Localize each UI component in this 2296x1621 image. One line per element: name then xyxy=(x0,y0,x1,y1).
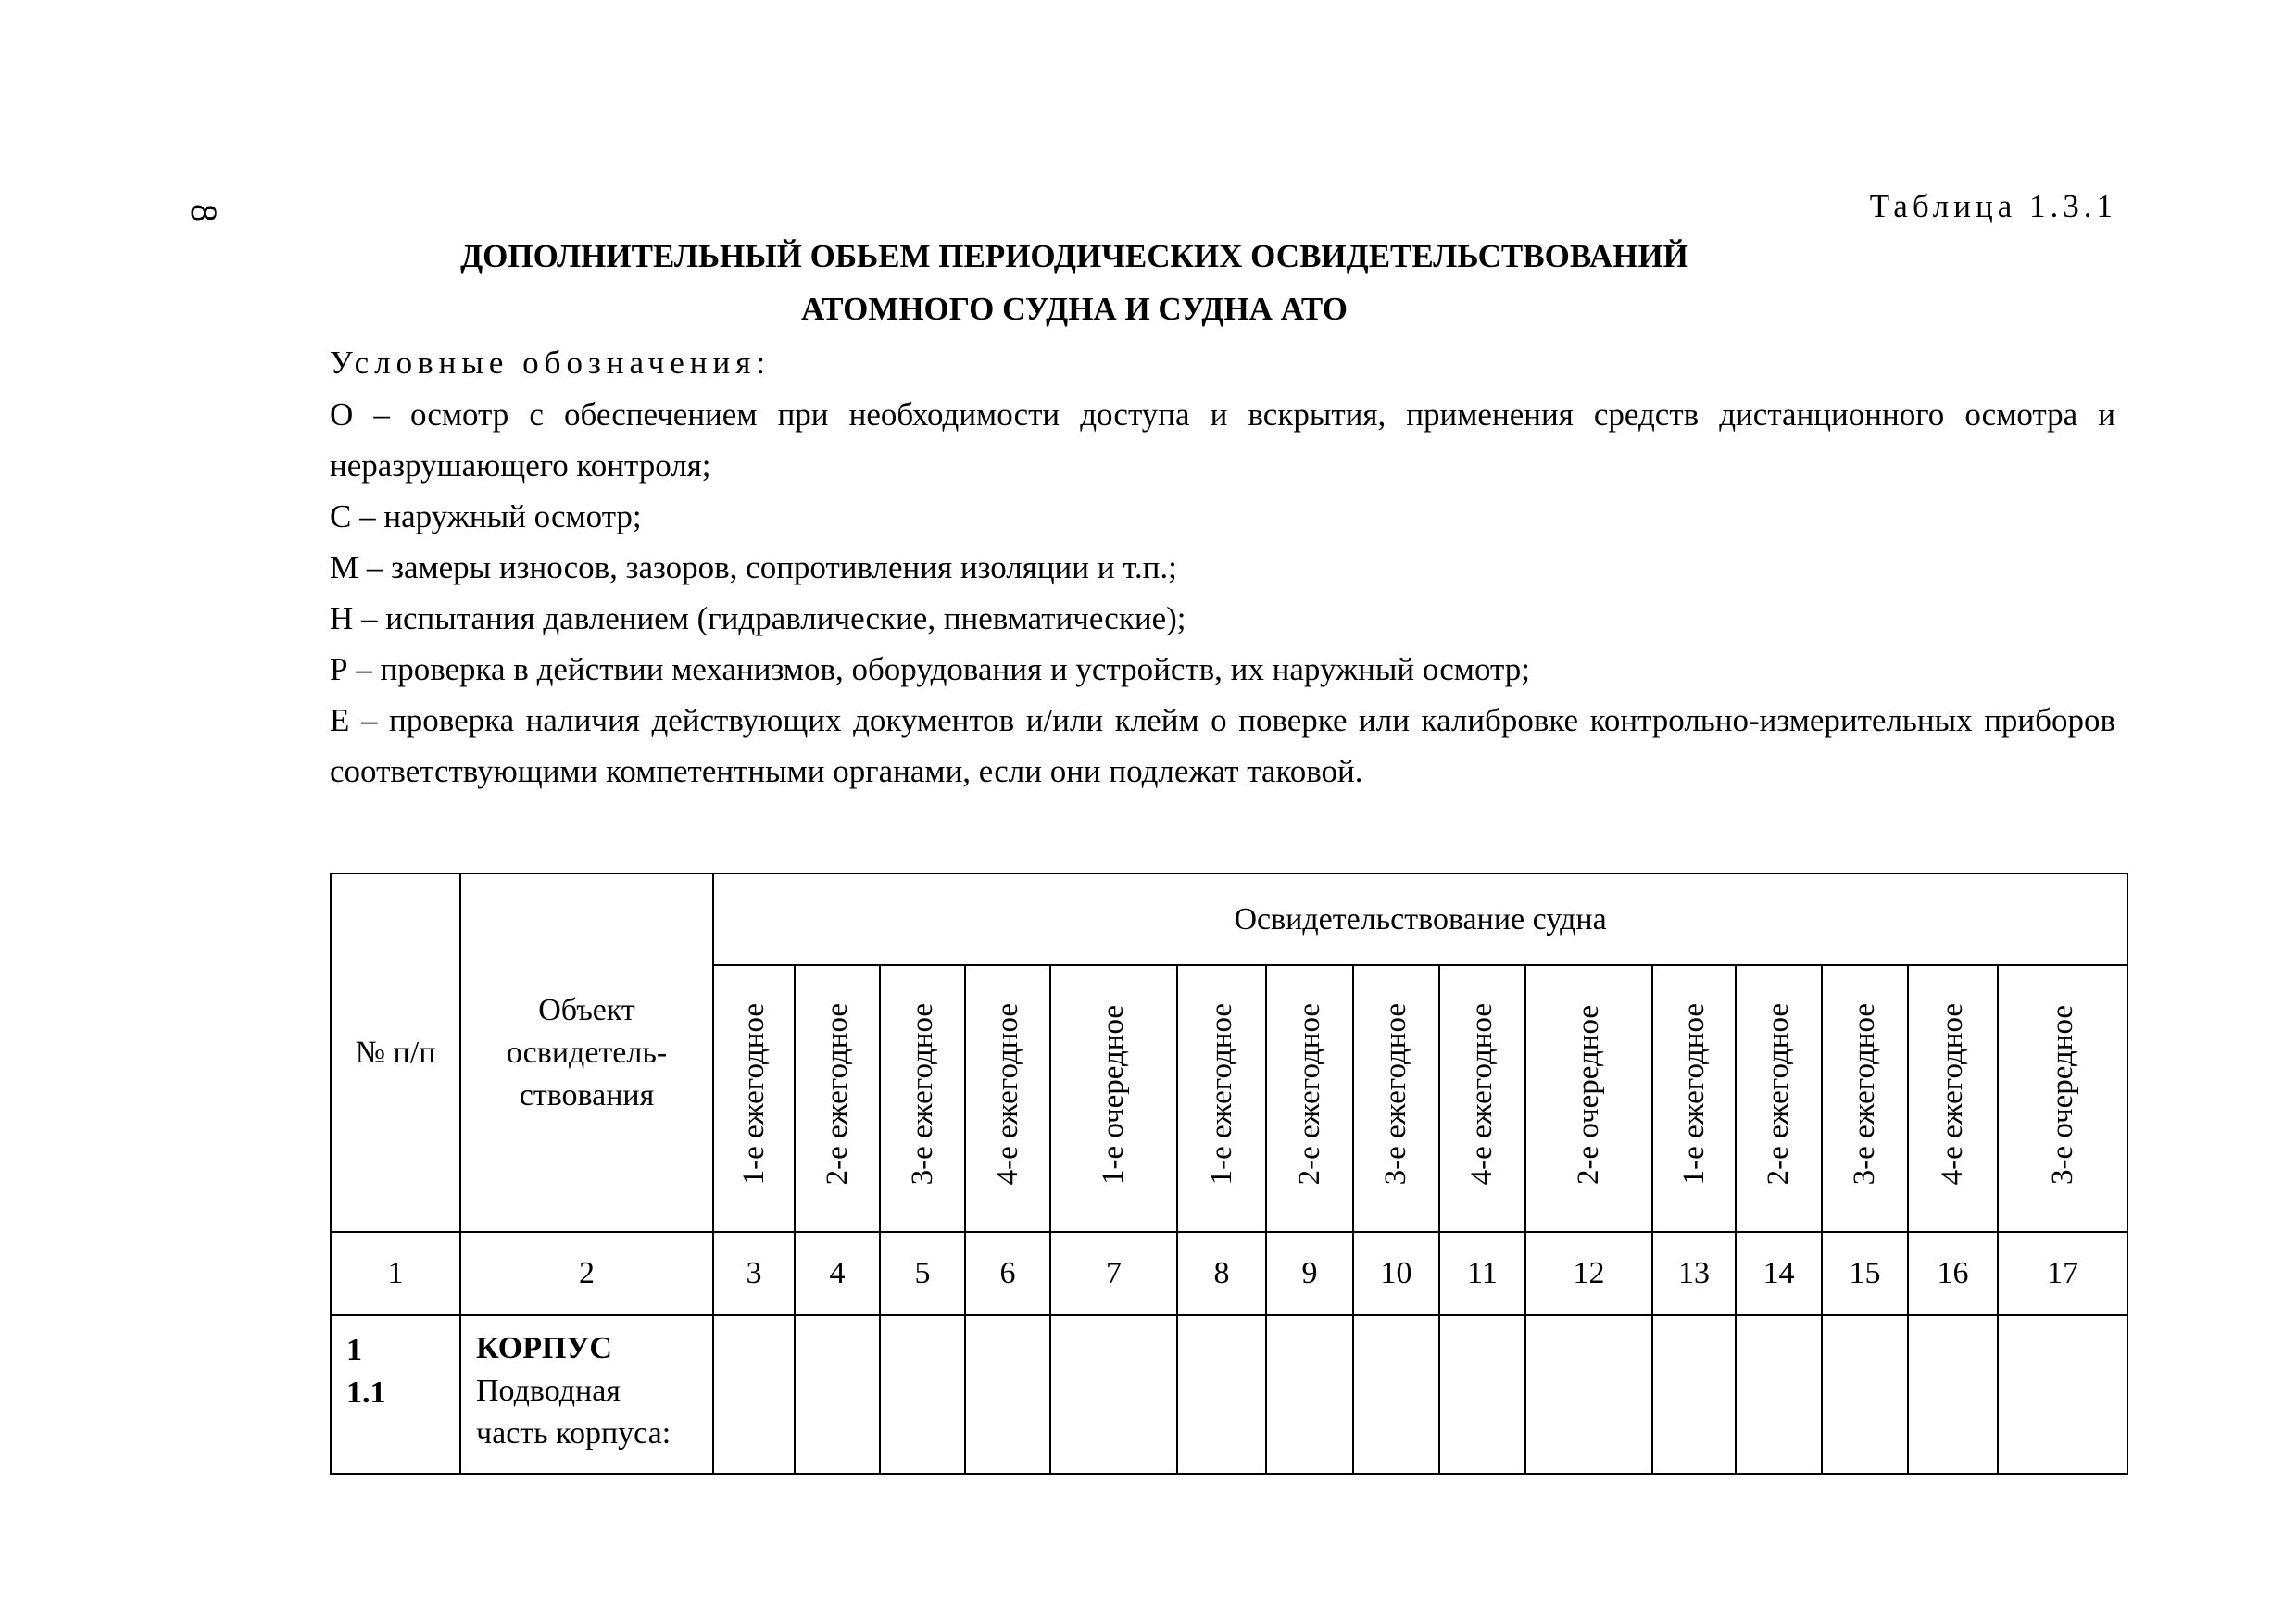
legend-item-h: Н – испытания давлением (гидравлические, пневматические); xyxy=(330,600,1186,636)
column-number: 11 xyxy=(1439,1232,1525,1315)
table-row xyxy=(331,1315,2127,1474)
table-cell xyxy=(1266,1315,1353,1474)
column-number: 10 xyxy=(1353,1232,1439,1315)
object-line: часть корпуса: xyxy=(476,1416,671,1451)
header-survey-col: 1-е ежегодное xyxy=(1177,965,1266,1232)
column-number: 9 xyxy=(1266,1232,1353,1315)
column-number: 13 xyxy=(1652,1232,1736,1315)
table-cell xyxy=(1050,1315,1177,1474)
table-cell xyxy=(1822,1315,1908,1474)
table-cell xyxy=(1353,1315,1439,1474)
column-number: 16 xyxy=(1908,1232,1998,1315)
header-object-line: освидетель- xyxy=(506,1035,668,1070)
table-cell xyxy=(713,1315,795,1474)
table-cell xyxy=(1998,1315,2127,1474)
header-survey-col: 2-е ежегодное xyxy=(1736,965,1822,1232)
legend-item-m: М – замеры износов, зазоров, сопротивления изоляции и т.п.; xyxy=(330,549,1177,585)
header-survey-col: 2-е ежегодное xyxy=(795,965,880,1232)
column-number: 2 xyxy=(460,1232,713,1315)
column-number: 3 xyxy=(713,1232,795,1315)
header-survey-col: 3-е ежегодное xyxy=(1353,965,1439,1232)
document-title-line-1: ДОПОЛНИТЕЛЬНЫЙ ОБЬЕМ ПЕРИОДИЧЕСКИХ ОСВИДЕТЕЛЬСТВОВАНИЙ xyxy=(460,238,1688,274)
column-number: 17 xyxy=(1998,1232,2127,1315)
table-cell xyxy=(880,1315,965,1474)
column-number: 5 xyxy=(880,1232,965,1315)
column-number: 7 xyxy=(1050,1232,1177,1315)
table-cell xyxy=(1439,1315,1525,1474)
column-number: 15 xyxy=(1822,1232,1908,1315)
header-survey-col: 3-е ежегодное xyxy=(1822,965,1908,1232)
header-survey-col: 4-е ежегодное xyxy=(1439,965,1525,1232)
header-survey-col: 3-е ежегодное xyxy=(880,965,965,1232)
header-survey-col: 1-е ежегодное xyxy=(1652,965,1736,1232)
page-number: 8 xyxy=(183,204,226,222)
table-cell xyxy=(965,1315,1050,1474)
table-cell xyxy=(795,1315,880,1474)
table-cell xyxy=(1736,1315,1822,1474)
column-number: 14 xyxy=(1736,1232,1822,1315)
table-cell xyxy=(1177,1315,1266,1474)
header-object-line: Объект xyxy=(538,992,635,1027)
header-survey-col: 1-е ежегодное xyxy=(713,965,795,1232)
column-number: 6 xyxy=(965,1232,1050,1315)
header-ship-survey: Освидетельствование судна xyxy=(713,873,2127,965)
header-survey-col: 2-е очередное xyxy=(1525,965,1652,1232)
row-number-cell xyxy=(331,1315,460,1474)
legend-title: Условные обозначения: xyxy=(330,345,772,381)
header-survey-col: 4-е ежегодное xyxy=(1908,965,1998,1232)
table-cell xyxy=(1908,1315,1998,1474)
header-survey-object xyxy=(460,873,713,1232)
table-cell xyxy=(1652,1315,1736,1474)
row-object-cell xyxy=(460,1315,713,1474)
document-title-line-2: АТОМНОГО СУДНА И СУДНА АТО xyxy=(800,291,1349,327)
legend-item-p: Р – проверка в действии механизмов, оборудования и устройств, их наружный осмотр; xyxy=(330,651,1530,687)
section-title: КОРПУС xyxy=(476,1331,612,1365)
row-subnumber: 1.1 xyxy=(346,1376,386,1410)
legend-item-o: О – осмотр с обеспечением при необходимости доступа и вскрытия, применения средств дистанционного осмотра и неразрушающего контроля; xyxy=(330,396,2115,484)
table-cell xyxy=(1525,1315,1652,1474)
header-survey-col: 1-е очередное xyxy=(1050,965,1177,1232)
header-survey-col: 3-е очередное xyxy=(1998,965,2127,1232)
column-number: 1 xyxy=(331,1232,460,1315)
column-number: 4 xyxy=(795,1232,880,1315)
column-number: 8 xyxy=(1177,1232,1266,1315)
object-line: Подводная xyxy=(476,1374,621,1408)
table-label: Таблица 1.3.1 xyxy=(1869,188,2117,224)
header-survey-col: 4-е ежегодное xyxy=(965,965,1050,1232)
survey-table xyxy=(330,873,2128,1475)
header-row-number: № п/п xyxy=(331,873,460,1232)
legend-item-e: Е – проверка наличия действующих документов и/или клейм о поверке или калибровке контрольно-измерительных приборов соответствующими компетентными органами, если они подлежат таковой. xyxy=(330,702,2115,789)
header-survey-col: 2-е ежегодное xyxy=(1266,965,1353,1232)
column-number: 12 xyxy=(1525,1232,1652,1315)
row-number: 1 xyxy=(346,1333,362,1367)
legend-item-c: С – наружный осмотр; xyxy=(330,498,642,534)
header-object-line: ствования xyxy=(519,1077,655,1112)
legend xyxy=(330,389,2115,797)
